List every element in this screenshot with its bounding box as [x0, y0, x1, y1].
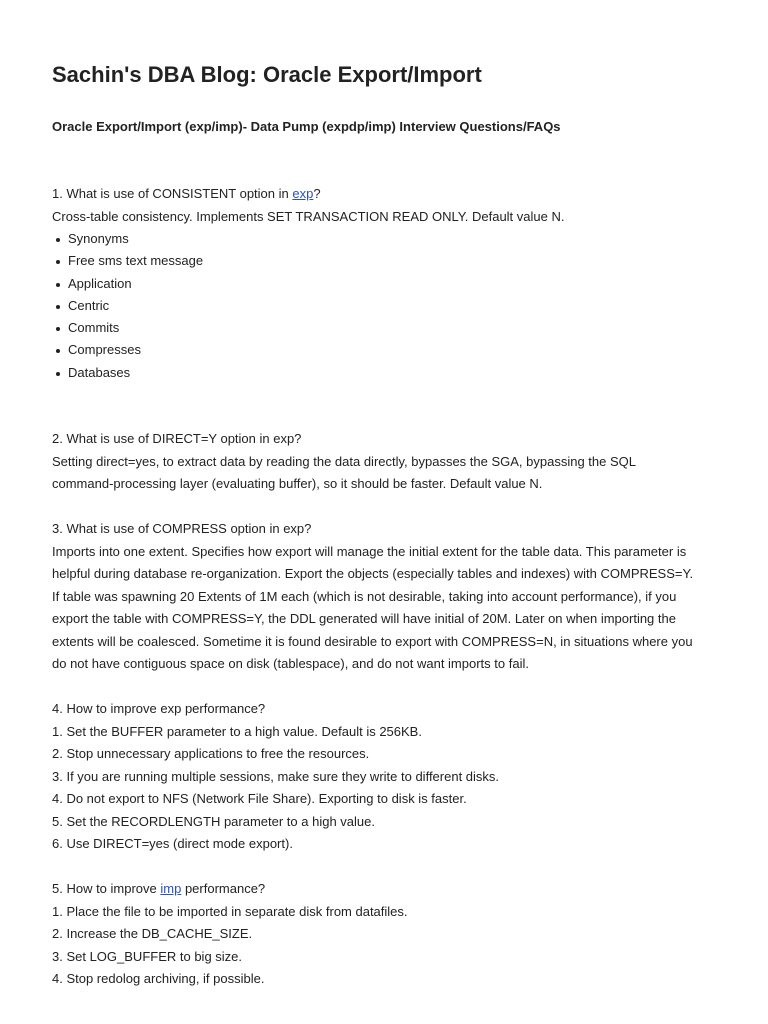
question-4: 4. How to improve exp performance? [52, 701, 266, 717]
tip-item: 1. Set the BUFFER parameter to a high value. Default is 256KB. [52, 723, 422, 739]
article-body [52, 183, 716, 991]
tip-item: 1. Place the file to be imported in separate disk from datafiles. [52, 903, 408, 919]
question-1: 1. What is use of CONSISTENT option in exp? [52, 186, 321, 201]
tip-item: 2. Increase the DB_CACHE_SIZE. [52, 926, 253, 942]
keyword-list [52, 228, 716, 384]
answer-3-line: extents will be coalesced. Sometime it is found desirable to export with COMPRESS=N, in situations where you [52, 633, 693, 649]
answer-2-line: command-processing layer (evaluating buffer), so it should be faster. Default value N. [52, 476, 543, 492]
list-item: Synonyms [68, 228, 716, 250]
page-title: Sachin's DBA Blog: Oracle Export/Import [52, 62, 482, 87]
answer-3-line: do not have contiguous space on disk (tablespace), and do not want imports to fail. [52, 656, 529, 672]
answer-3-line: export the table with COMPRESS=Y, the DDL generated will have initial of 20M. Later on when importing the [52, 611, 676, 627]
tip-item: 2. Stop unnecessary applications to free the resources. [52, 746, 370, 762]
list-item: Free sms text message [68, 250, 716, 272]
list-item: Compresses [68, 339, 716, 361]
question-2: 2. What is use of DIRECT=Y option in exp? [52, 431, 302, 447]
tip-item: 4. Do not export to NFS (Network File Share). Exporting to disk is faster. [52, 791, 467, 807]
answer-3-line: If table was spawning 20 Extents of 1M each (which is not desirable, taking into account performance), if you [52, 588, 677, 604]
question-5: 5. How to improve imp performance? [52, 881, 266, 897]
tip-item: 6. Use DIRECT=yes (direct mode export). [52, 836, 293, 852]
page-subtitle: Oracle Export/Import (exp/imp)- Data Pump (expdp/imp) Interview Questions/FAQs [52, 119, 561, 134]
answer-3-line: Imports into one extent. Specifies how export will manage the initial extent for the table data. This parameter is [52, 543, 687, 559]
answer-3-line: helpful during database re-organization. Export the objects (especially tables and indexes) with COMPRESS=Y. [52, 566, 694, 582]
tip-item: 4. Stop redolog archiving, if possible. [52, 971, 265, 987]
question-3: 3. What is use of COMPRESS option in exp? [52, 521, 312, 537]
imp-link[interactable]: imp [160, 881, 182, 897]
tip-item: 3. If you are running multiple sessions, make sure they write to different disks. [52, 768, 500, 784]
list-item: Centric [68, 295, 716, 317]
exp-link[interactable]: exp [292, 186, 314, 201]
list-item: Commits [68, 317, 716, 339]
tip-item: 3. Set LOG_BUFFER to big size. [52, 948, 243, 964]
list-item: Databases [68, 362, 716, 384]
answer-2-line: Setting direct=yes, to extract data by reading the data directly, bypasses the SGA, bypassing the SQL [52, 453, 637, 469]
list-item: Application [68, 273, 716, 295]
answer-1: Cross-table consistency. Implements SET TRANSACTION READ ONLY. Default value N. [52, 208, 565, 224]
tip-item: 5. Set the RECORDLENGTH parameter to a high value. [52, 813, 375, 829]
